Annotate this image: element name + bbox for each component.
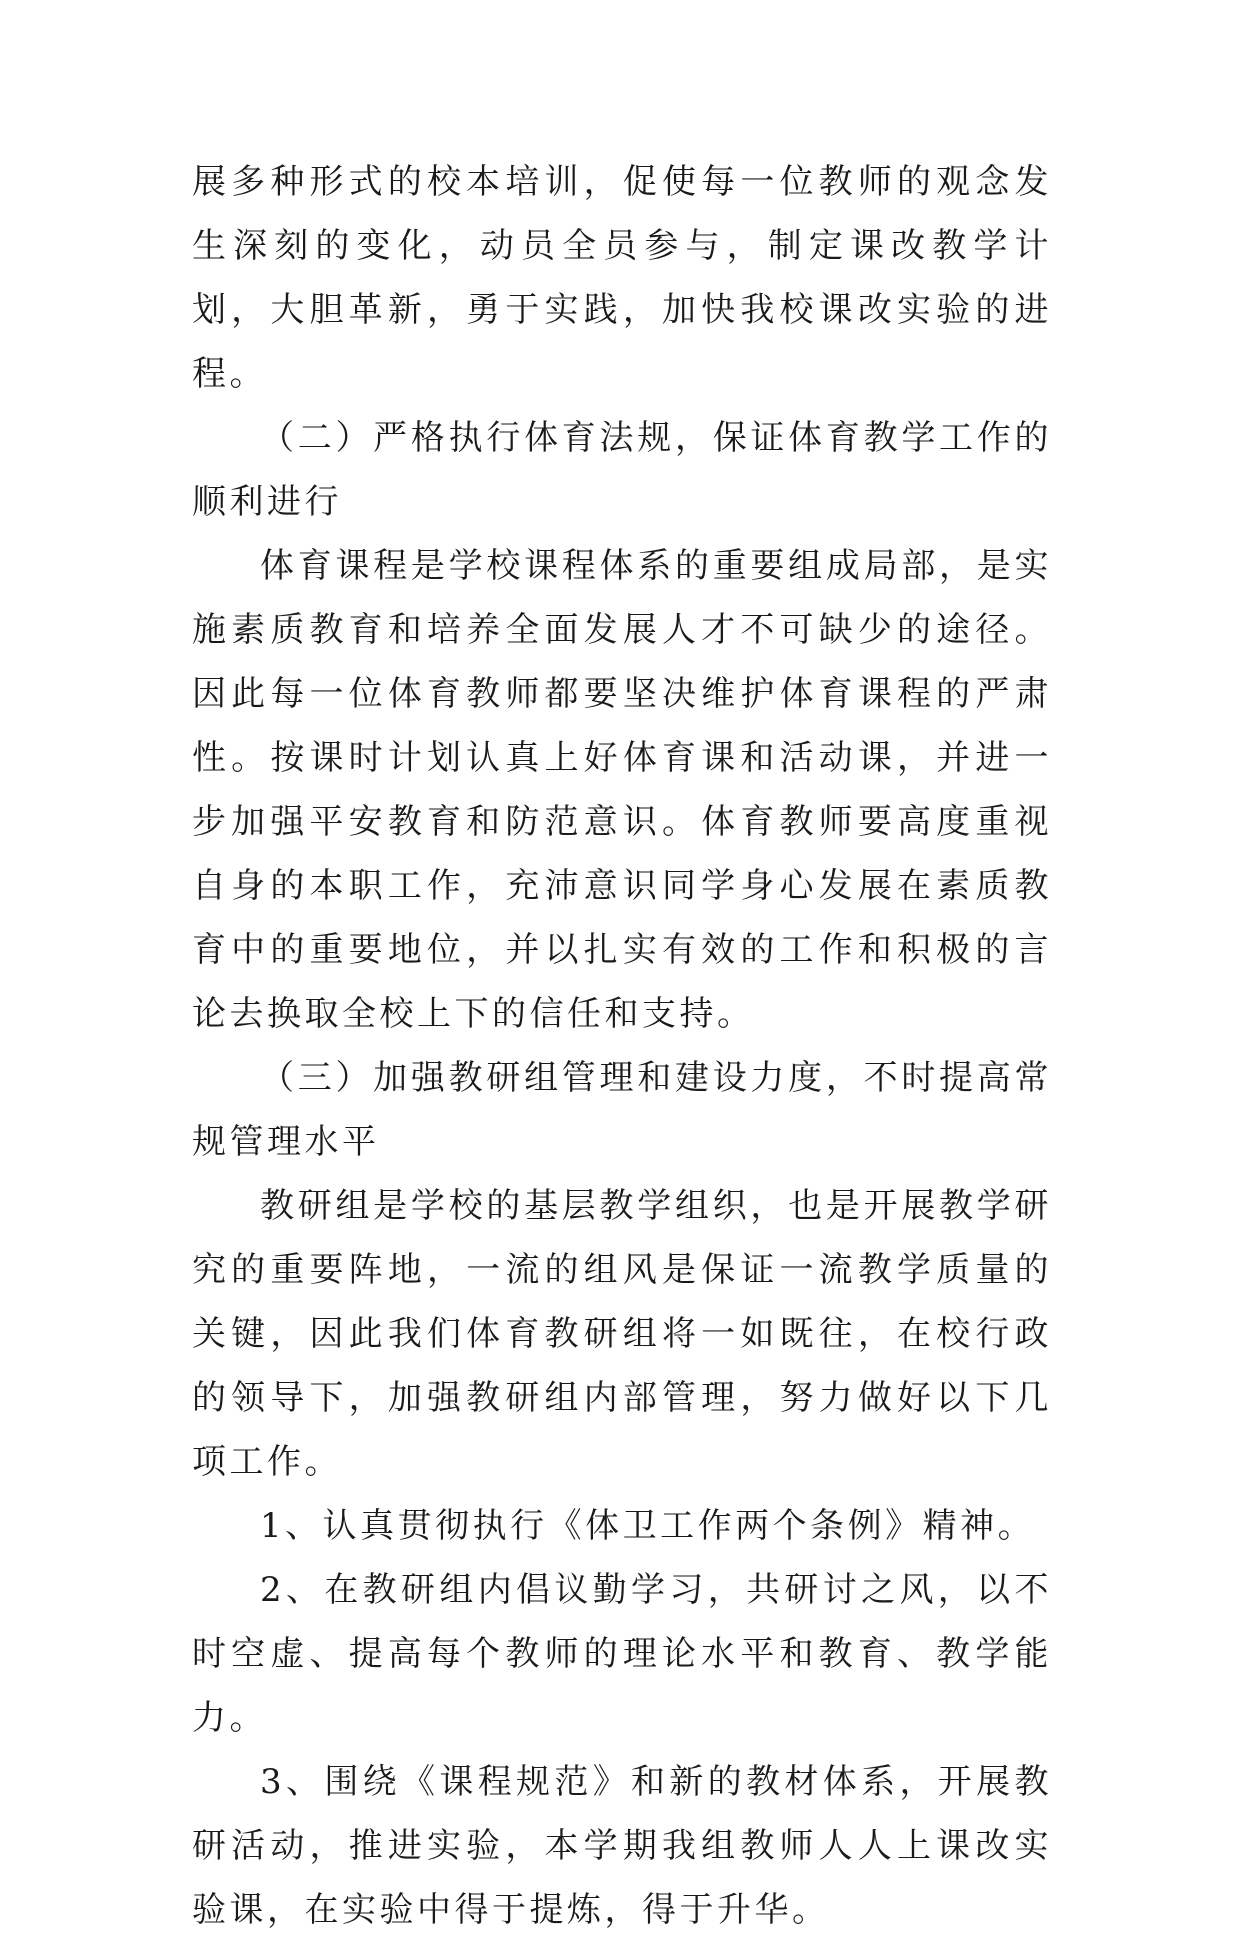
list-item-3: 3、围绕《课程规范》和新的教材体系，开展教研活动，推进实验，本学期我组教师人人上课改实验课，在实验中得于提炼，得于升华。 — [192, 1762, 1052, 1930]
paragraph-pe-curriculum: 体育课程是学校课程体系的重要组成局部，是实施素质教育和培养全面发展人才不可缺少的途径。因此每一位体育教师都要坚决维护体育课程的严肃性。按课时计划认真上好体育课和活动课，并进一步加强平安教育和防范意识。体育教师要高度重视自身的本职工作，充沛意识同学身心发展在素质教育中的重要地位，并以扎实有效的工作和积极的言论去换取全校上下的信任和支持。 — [192, 546, 1052, 1034]
paragraph-continuation: 展多种形式的校本培训，促使每一位教师的观念发生深刻的变化，动员全员参与，制定课改教学计划，大胆革新，勇于实践，加快我校课改实验的进程。 — [192, 162, 1052, 394]
document-page — [192, 150, 1052, 1942]
list-item-2: 2、在教研组内倡议勤学习，共研讨之风，以不时空虚、提高每个教师的理论水平和教育、教学能力。 — [192, 1570, 1052, 1738]
list-item-1: 1、认真贯彻执行《体卫工作两个条例》精神。 — [260, 1506, 1036, 1546]
section-heading-2: （二）严格执行体育法规，保证体育教学工作的顺利进行 — [192, 418, 1052, 522]
paragraph-teaching-group: 教研组是学校的基层教学组织，也是开展教学研究的重要阵地，一流的组风是保证一流教学质量的关键，因此我们体育教研组将一如既往，在校行政的领导下，加强教研组内部管理，努力做好以下几项工作。 — [192, 1186, 1052, 1482]
section-heading-3: （三）加强教研组管理和建设力度，不时提高常规管理水平 — [192, 1058, 1052, 1162]
